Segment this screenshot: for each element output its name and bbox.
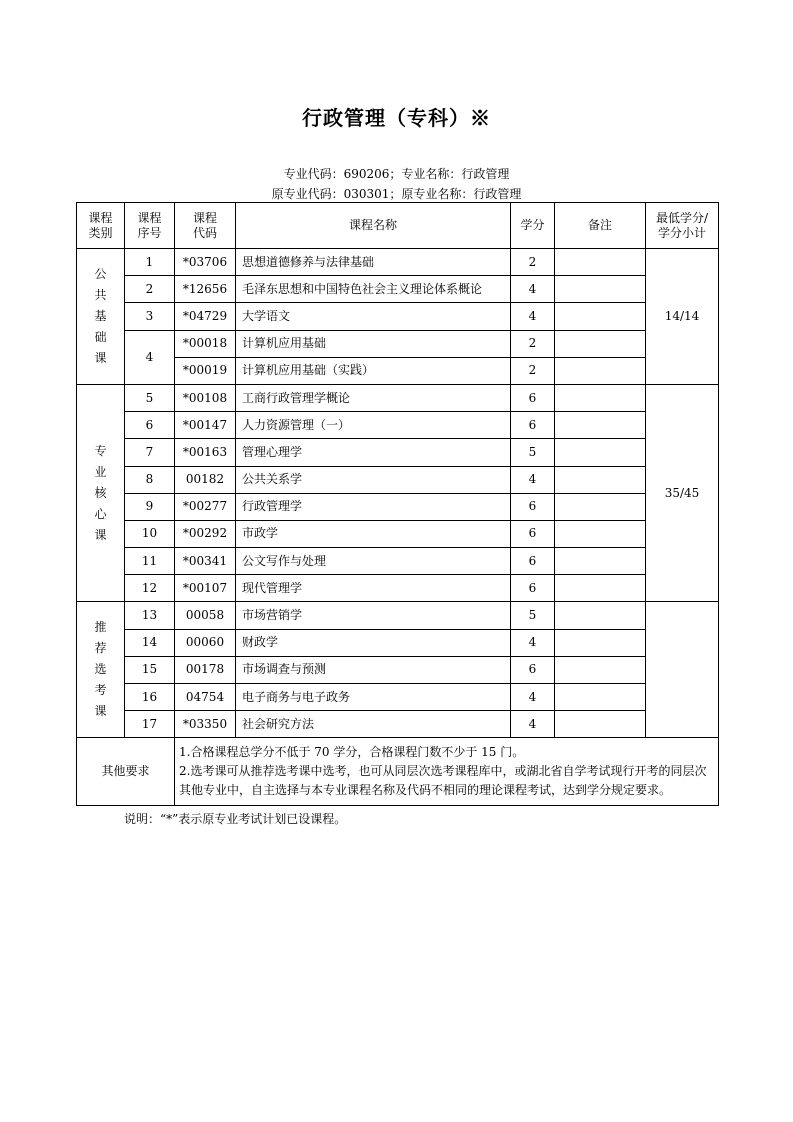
remark-cell bbox=[555, 439, 646, 466]
table-header-row bbox=[77, 203, 719, 249]
code-cell: 00058 bbox=[175, 602, 236, 629]
other-requirements-label: 其他要求 bbox=[77, 738, 175, 806]
name-cell: 计算机应用基础 bbox=[236, 330, 511, 357]
name-cell: 公文写作与处理 bbox=[236, 548, 511, 575]
table-row bbox=[77, 466, 719, 493]
seq-cell: 1 bbox=[125, 249, 175, 276]
table-row bbox=[77, 330, 719, 357]
name-cell: 电子商务与电子政务 bbox=[236, 684, 511, 711]
credit-cell: 4 bbox=[511, 629, 555, 656]
category-label: 公共基础课 bbox=[94, 266, 107, 365]
table-row bbox=[77, 412, 719, 439]
credit-cell: 6 bbox=[511, 656, 555, 683]
min-credit-cell: 35/45 bbox=[646, 384, 719, 602]
table-row bbox=[77, 276, 719, 303]
category-cell bbox=[77, 384, 125, 602]
name-cell: 思想道德修养与法律基础 bbox=[236, 249, 511, 276]
seq-cell: 16 bbox=[125, 684, 175, 711]
seq-cell: 3 bbox=[125, 303, 175, 330]
name-cell: 工商行政管理学概论 bbox=[236, 384, 511, 411]
seq-cell: 11 bbox=[125, 548, 175, 575]
seq-cell: 6 bbox=[125, 412, 175, 439]
page-title: 行政管理（专科）※ bbox=[302, 106, 491, 130]
table-row bbox=[77, 520, 719, 547]
seq-cell: 2 bbox=[125, 276, 175, 303]
table-row bbox=[77, 629, 719, 656]
header-min-credit: 最低学分/学分小计 bbox=[646, 203, 719, 249]
name-cell: 市场调查与预测 bbox=[236, 656, 511, 683]
code-cell: 00182 bbox=[175, 466, 236, 493]
code-cell: *03350 bbox=[175, 711, 236, 738]
remark-cell bbox=[555, 466, 646, 493]
category-cell bbox=[77, 249, 125, 385]
seq-cell: 8 bbox=[125, 466, 175, 493]
remark-cell bbox=[555, 276, 646, 303]
remark-cell bbox=[555, 520, 646, 547]
table-row bbox=[77, 548, 719, 575]
name-cell: 行政管理学 bbox=[236, 493, 511, 520]
name-cell: 大学语文 bbox=[236, 303, 511, 330]
table-row bbox=[77, 493, 719, 520]
table-row bbox=[77, 439, 719, 466]
remark-cell bbox=[555, 602, 646, 629]
name-cell: 现代管理学 bbox=[236, 575, 511, 602]
credit-cell: 4 bbox=[511, 711, 555, 738]
name-cell: 财政学 bbox=[236, 629, 511, 656]
name-cell: 人力资源管理（一） bbox=[236, 412, 511, 439]
header-remark: 备注 bbox=[555, 203, 646, 249]
name-cell: 市政学 bbox=[236, 520, 511, 547]
table-row bbox=[77, 575, 719, 602]
curriculum-table bbox=[76, 202, 719, 806]
remark-cell bbox=[555, 629, 646, 656]
seq-cell: 13 bbox=[125, 602, 175, 629]
seq-cell: 15 bbox=[125, 656, 175, 683]
header-name: 课程名称 bbox=[236, 203, 511, 249]
min-credit-cell: 14/14 bbox=[646, 249, 719, 385]
code-cell: *00147 bbox=[175, 412, 236, 439]
seq-cell: 4 bbox=[125, 330, 175, 384]
seq-cell: 17 bbox=[125, 711, 175, 738]
footnote: 说明：“*”表示原专业考试计划已设课程。 bbox=[124, 812, 347, 826]
credit-cell: 4 bbox=[511, 276, 555, 303]
remark-cell bbox=[555, 384, 646, 411]
table-row bbox=[77, 711, 719, 738]
remark-cell bbox=[555, 330, 646, 357]
seq-cell: 10 bbox=[125, 520, 175, 547]
category-label: 专业核心课 bbox=[94, 443, 107, 542]
remark-cell bbox=[555, 711, 646, 738]
table-row bbox=[77, 656, 719, 683]
credit-cell: 2 bbox=[511, 330, 555, 357]
remark-cell bbox=[555, 575, 646, 602]
remark-cell bbox=[555, 684, 646, 711]
remark-cell bbox=[555, 303, 646, 330]
remark-cell bbox=[555, 357, 646, 384]
name-cell: 计算机应用基础（实践） bbox=[236, 357, 511, 384]
code-cell: 00060 bbox=[175, 629, 236, 656]
name-cell: 管理心理学 bbox=[236, 439, 511, 466]
credit-cell: 5 bbox=[511, 439, 555, 466]
code-cell: 00178 bbox=[175, 656, 236, 683]
header-credit: 学分 bbox=[511, 203, 555, 249]
min-credit-cell bbox=[646, 602, 719, 738]
code-cell: *12656 bbox=[175, 276, 236, 303]
seq-cell: 14 bbox=[125, 629, 175, 656]
table-row bbox=[77, 684, 719, 711]
remark-cell bbox=[555, 548, 646, 575]
code-cell: *00277 bbox=[175, 493, 236, 520]
header-code: 课程代码 bbox=[175, 203, 236, 249]
table-row bbox=[77, 303, 719, 330]
name-cell: 社会研究方法 bbox=[236, 711, 511, 738]
remark-cell bbox=[555, 412, 646, 439]
name-cell: 公共关系学 bbox=[236, 466, 511, 493]
credit-cell: 6 bbox=[511, 520, 555, 547]
credit-cell: 6 bbox=[511, 548, 555, 575]
seq-cell: 12 bbox=[125, 575, 175, 602]
requirement-line-2: 2.选考课可从推荐选考课中选考，也可从同层次选考课程库中，或湖北省自学考试现行开考的同层次其他专业中，自主选择与本专业课程名称及代码不相同的理论课程考试，达到学分规定要求。 bbox=[179, 764, 707, 798]
code-cell: *00019 bbox=[175, 357, 236, 384]
credit-cell: 4 bbox=[511, 684, 555, 711]
credit-cell: 4 bbox=[511, 303, 555, 330]
remark-cell bbox=[555, 249, 646, 276]
remark-cell bbox=[555, 493, 646, 520]
code-cell: *00292 bbox=[175, 520, 236, 547]
original-major-code-line: 原专业代码：030301；原专业名称：行政管理 bbox=[271, 187, 522, 201]
header-category: 课程类别 bbox=[77, 203, 125, 249]
credit-cell: 6 bbox=[511, 493, 555, 520]
table-row bbox=[77, 602, 719, 629]
name-cell: 毛泽东思想和中国特色社会主义理论体系概论 bbox=[236, 276, 511, 303]
table-row bbox=[77, 384, 719, 411]
major-code-line: 专业代码：690206；专业名称：行政管理 bbox=[283, 167, 510, 181]
credit-cell: 6 bbox=[511, 575, 555, 602]
code-cell: *00108 bbox=[175, 384, 236, 411]
credit-cell: 4 bbox=[511, 466, 555, 493]
category-label: 推荐选考课 bbox=[94, 620, 107, 719]
credit-cell: 6 bbox=[511, 384, 555, 411]
header-seq: 课程序号 bbox=[125, 203, 175, 249]
remark-cell bbox=[555, 656, 646, 683]
code-cell: *00018 bbox=[175, 330, 236, 357]
code-cell: *03706 bbox=[175, 249, 236, 276]
code-cell: *00163 bbox=[175, 439, 236, 466]
other-requirements-row bbox=[77, 738, 719, 806]
credit-cell: 2 bbox=[511, 249, 555, 276]
code-cell: *00341 bbox=[175, 548, 236, 575]
code-cell: 04754 bbox=[175, 684, 236, 711]
table-row bbox=[77, 249, 719, 276]
requirement-line-1: 1.合格课程总学分不低于 70 学分，合格课程门数不少于 15 门。 bbox=[179, 745, 525, 760]
seq-cell: 5 bbox=[125, 384, 175, 411]
credit-cell: 6 bbox=[511, 412, 555, 439]
code-cell: *00107 bbox=[175, 575, 236, 602]
seq-cell: 9 bbox=[125, 493, 175, 520]
name-cell: 市场营销学 bbox=[236, 602, 511, 629]
category-cell bbox=[77, 602, 125, 738]
seq-cell: 7 bbox=[125, 439, 175, 466]
credit-cell: 5 bbox=[511, 602, 555, 629]
credit-cell: 2 bbox=[511, 357, 555, 384]
code-cell: *04729 bbox=[175, 303, 236, 330]
other-requirements-text bbox=[175, 738, 719, 806]
